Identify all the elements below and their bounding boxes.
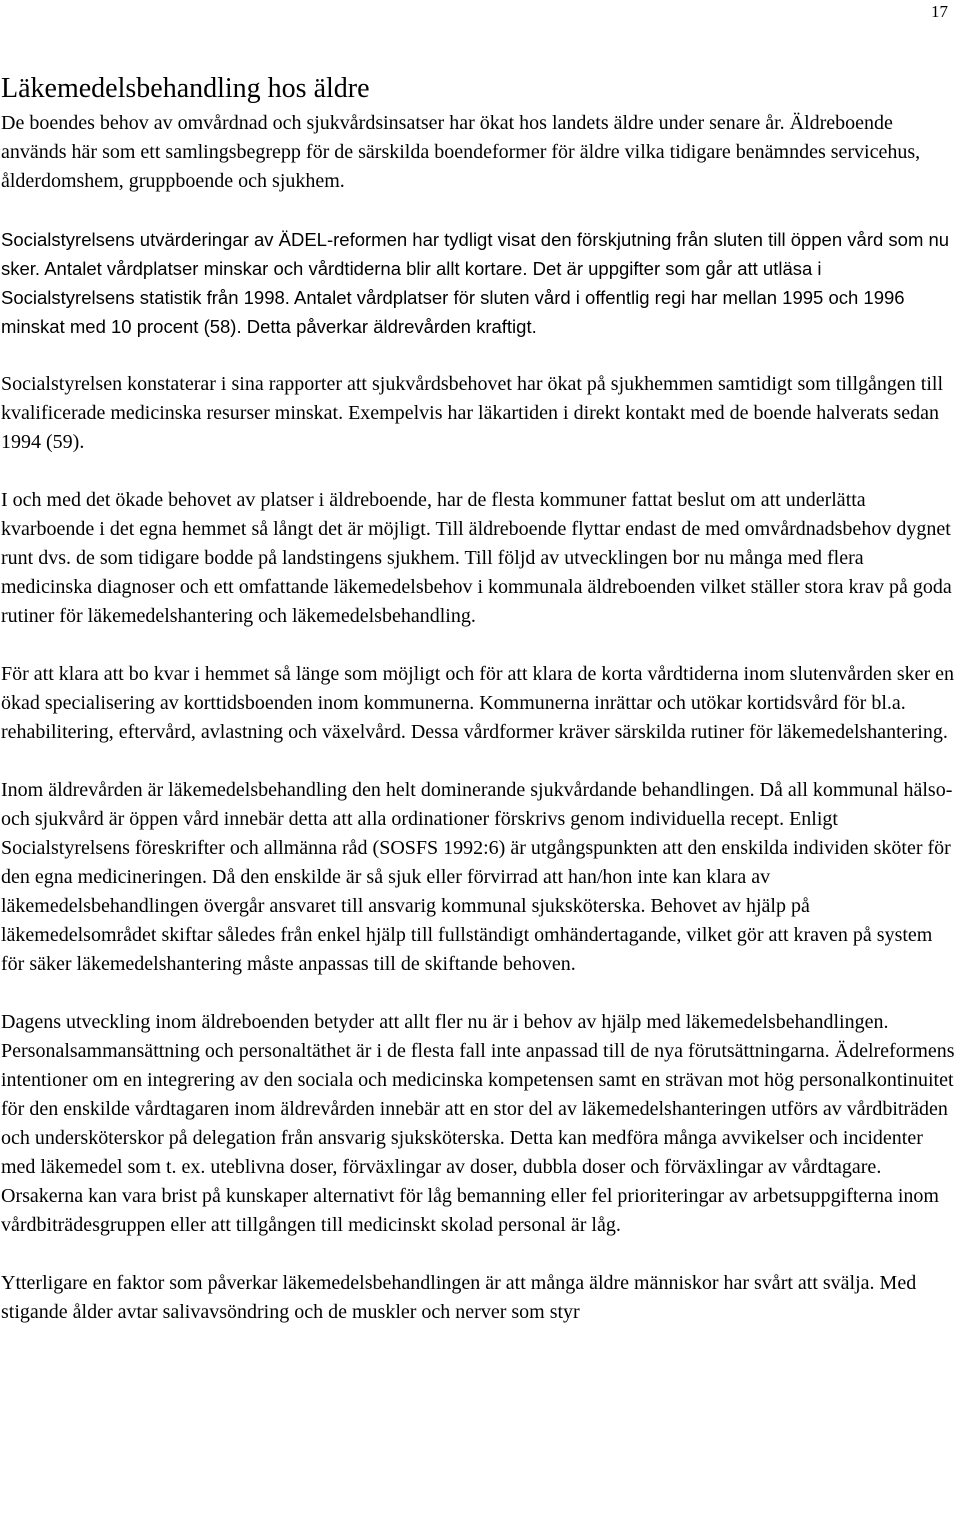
paragraph-svalja: Ytterligare en faktor som påverkar läkemedelsbehandlingen är att många äldre människor har svårt att svälja. Med stigande ålder avtar salivavsöndring och de muskler och nerver som styr <box>1 1272 917 1323</box>
document-body <box>1 72 957 1327</box>
section-title: Läkemedelsbehandling hos äldre <box>1 73 370 104</box>
paragraph-kvarboende: I och med det ökade behovet av platser i äldreboende, har de flesta kommuner fattat beslut om att underlätta kvarboende i det egna hemmet så långt det är möjligt. Till äldreboende flyttar endast de med omvårdnadsbehov dygnet runt dvs. de som tidigare bodde på landstingens sjukhem. Till följd av utvecklingen bor nu många med flera medicinska diagnoser och ett omfattande läkemedelsbehov i kommunala äldreboenden vilket ställer stora krav på goda rutiner för läkemedelshantering och läkemedelsbehandling. <box>1 489 952 627</box>
paragraph-lakemedelsbehandling: Inom äldrevården är läkemedelsbehandling den helt dominerande sjukvårdande behandlingen. Då all kommunal hälso- och sjukvård är öppen vård innebär detta att alla ordinationer förskrivs genom individuella recept. Enligt Socialstyrelsens föreskrifter och allmänna råd (SOSFS 1992:6) är utgångspunkten att den enskilda individen sköter för den egna medicineringen. Då den enskilde är så sjuk eller förvirrad att han/hon inte kan klara av läkemedelsbehandlingen övergår ansvaret till ansvarig kommunal sjuksköterska. Behovet av hjälp på läkemedelsområdet skiftar således från enkel hjälp till fullständigt omhändertagande, vilket gör att kraven på system för säker läkemedelshantering måste anpassas till de skiftande behoven. <box>1 779 953 975</box>
paragraph-intro: De boendes behov av omvårdnad och sjukvårdsinsatser har ökat hos landets äldre under senare år. Äldreboende används här som ett samlingsbegrepp för de särskilda boendeformer för äldre vilka tidigare benämndes servicehus, ålderdomshem, gruppboende och sjukhem. <box>1 112 921 192</box>
page-number: 17 <box>931 2 948 21</box>
paragraph-sjukvardsbehov: Socialstyrelsen konstaterar i sina rapporter att sjukvårdsbehovet har ökat på sjukhemmen samtidigt som tillgången till kvalificerade medicinska resurser minskat. Exempelvis har läkartiden i direkt kontakt med de boende halverats sedan 1994 (59). <box>1 373 944 453</box>
paragraph-adel-reform: Socialstyrelsens utvärderingar av ÄDEL-reformen har tydligt visat den förskjutning från sluten till öppen vård som nu sker. Antalet vårdplatser minskar och vårdtiderna blir allt kortare. Det är uppgifter som går att utläsa i Socialstyrelsens statistik från 1998. Antalet vårdplatser för sluten vård i offentlig regi har mellan 1995 och 1996 minskat med 10 procent (58). Detta påverkar äldrevården kraftigt. <box>1 229 950 337</box>
paragraph-korttidsboenden: För att klara att bo kvar i hemmet så länge som möjligt och för att klara de korta vårdtiderna inom slutenvården sker en ökad specialisering av korttidsboenden inom kommunerna. Kommunerna inrättar och utökar kortidsvård för bl.a. rehabilitering, eftervård, avlastning och växelvård. Dessa vårdformer kräver särskilda rutiner för läkemedelshantering. <box>1 663 955 743</box>
paragraph-dagens-utveckling: Dagens utveckling inom äldreboenden betyder att allt fler nu är i behov av hjälp med läkemedelsbehandlingen. Personalsammansättning och personaltäthet är i de flesta fall inte anpassad till de nya förutsättningarna. Ädelreformens intentioner om en integrering av den sociala och medicinska kompetensen samt en strävan mot hög personalkontinuitet för den enskilde vårdtagaren inom äldrevården innebär att en stor del av läkemedelshanteringen utförs av vårdbiträden och undersköterskor på delegation från ansvarig sjuksköterska. Detta kan medföra många avvikelser och incidenter med läkemedel som t. ex. uteblivna doser, förväxlingar av doser, dubbla doser och förväxlingar av vårdtagare. Orsakerna kan vara brist på kunskaper alternativt för låg bemanning eller fel prioriteringar av arbetsuppgifterna inom vårdbiträdesgruppen eller att tillgången till medicinskt skolad personal är låg. <box>1 1011 955 1236</box>
